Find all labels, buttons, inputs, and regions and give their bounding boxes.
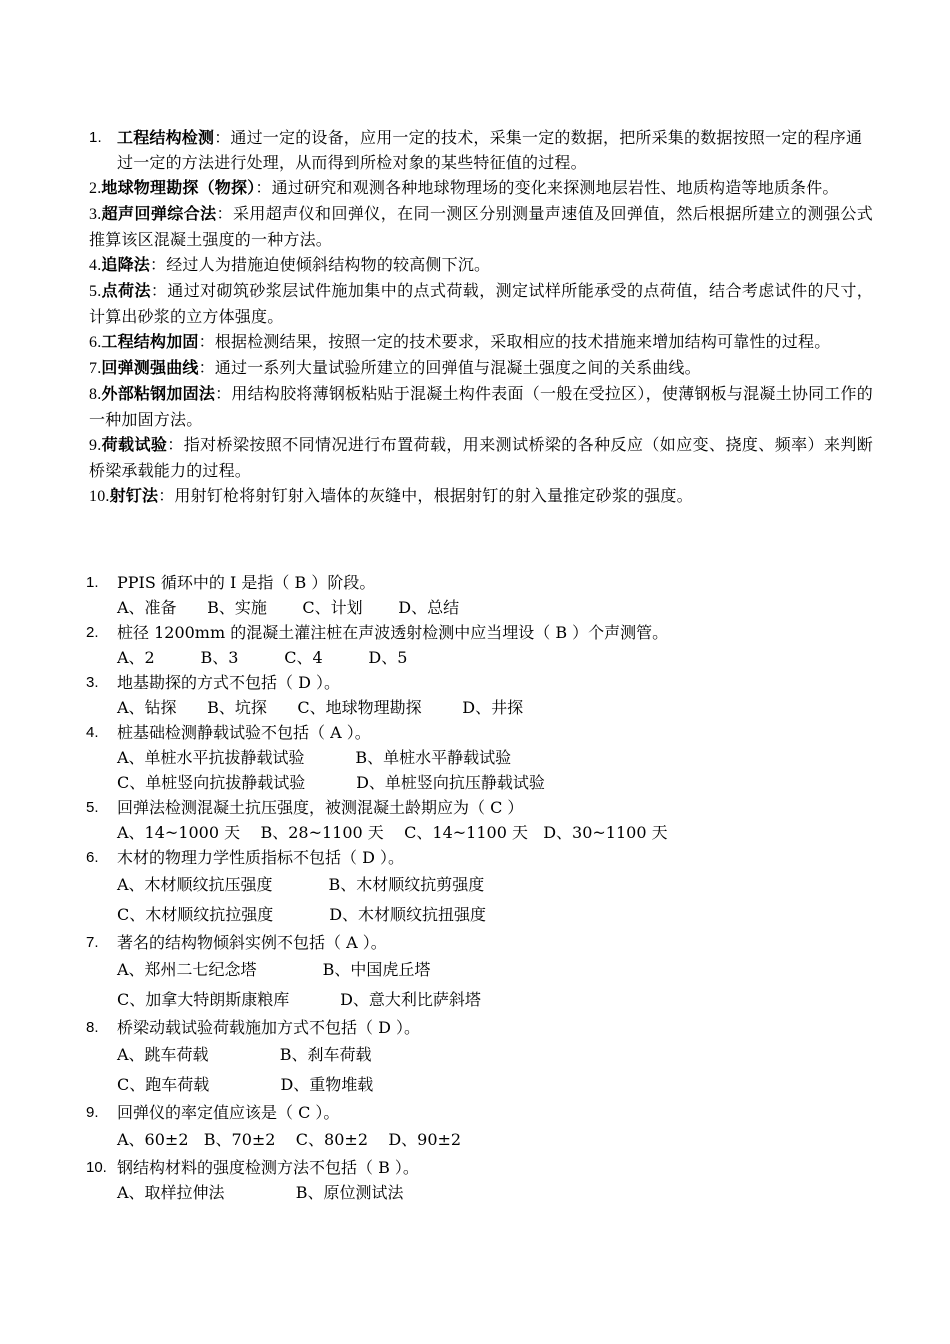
question-stem [0,670,950,695]
question-options: A、准备 B、实施 C、计划 D、总结 [117,598,460,617]
question-options: C、跑车荷载 D、重物堆载 [117,1075,374,1094]
definition-number: 6. [89,334,102,351]
question-text: 回弹法检测混凝土抗压强度，被测混凝土龄期应为（ C ） [117,798,524,817]
definition-number: 4. [89,257,102,274]
definition-separator: ： [167,435,184,454]
definition-item [0,201,873,252]
definition-separator: ： [215,384,232,403]
question-stem [0,795,950,820]
definition-text: 通过对砌筑砂浆层试件施加集中的点式荷载，测定试样所能承受的点荷值，结合考虑试件的尺寸，计算出砂浆的立方体强度。 [89,281,873,326]
definition-text: 指对桥梁按照不同情况进行布置荷载，用来测试桥梁的各种反应（如应变、挠度、频率）来判断桥梁承载能力的过程。 [89,435,873,480]
question-options: A、木材顺纹抗压强度 B、木材顺纹抗剪强度 [117,875,485,894]
question-stem [0,570,950,595]
definition-text: 根据检测结果，按照一定的技术要求，采取相应的技术措施来增加结构可靠性的过程。 [214,332,831,351]
definition-term: 外部粘钢加固法 [101,384,216,403]
question-options: A、2 B、3 C、4 D、5 [117,648,408,667]
question-number: 7. [86,934,99,951]
question-number: 9. [86,1104,99,1121]
question-options: C、加拿大特朗斯康粮库 D、意大利比萨斜塔 [117,990,481,1009]
definition-term: 工程结构加固 [101,332,199,351]
definition-separator: ： [214,128,231,147]
definition-item [0,381,873,432]
question-number: 2. [86,624,99,641]
question-stem [0,845,950,870]
definition-term: 超声回弹综合法 [101,204,217,223]
definition-term: 地球物理勘探（物探） [101,178,256,197]
question-options: A、60±2 B、70±2 C、80±2 D、90±2 [117,1130,462,1149]
question-stem [0,1155,950,1180]
question-options: A、郑州二七纪念塔 B、中国虎丘塔 [117,960,431,979]
question-number: 4. [86,724,99,741]
question-options: A、14~1000 天 B、28~1100 天 C、14~1100 天 D、30~1100 天 [117,823,668,842]
question-text: 钢结构材料的强度检测方法不包括（ B ）。 [117,1158,419,1177]
questions-section [0,570,950,1205]
definition-separator: ： [150,255,167,274]
definition-item [0,483,873,509]
definition-term: 回弹测强曲线 [101,358,199,377]
definition-number: 1. [89,129,102,146]
question-number: 3. [86,674,99,691]
question-number: 8. [86,1019,99,1036]
definition-text: 采用超声仪和回弹仪，在同一测区分别测量声速值及回弹值，然后根据所建立的测强公式推算该区混凝土强度的一种方法。 [89,204,873,249]
question-text: 著名的结构物倾斜实例不包括（ A ）。 [117,933,387,952]
question-text: 桩基础检测静载试验不包括（ A ）。 [117,723,371,742]
question-text: 桥梁动载试验荷载施加方式不包括（ D ）。 [117,1018,421,1037]
question-stem [0,1100,950,1125]
question-stem [0,930,950,955]
definition-text: 用结构胶将薄钢板粘贴于混凝土构件表面（一般在受拉区），使薄钢板与混凝土协同工作的一种加固方法。 [89,384,873,429]
definition-item [0,355,873,381]
definition-text: 通过研究和观测各种地球物理场的变化来探测地层岩性、地质构造等地质条件。 [271,178,839,197]
question-options: C、单桩竖向抗拔静载试验 D、单桩竖向抗压静载试验 [117,773,545,792]
definition-text: 通过一系列大量试验所建立的回弹值与混凝土强度之间的关系曲线。 [214,358,701,377]
definition-item [0,432,873,483]
question-options: A、钻探 B、坑探 C、地球物理勘探 D、井探 [117,698,524,717]
definition-number: 10. [89,488,110,505]
definition-separator: ： [198,332,215,351]
definition-separator: ： [216,204,233,223]
question-number: 1. [86,574,99,591]
definitions-section [0,125,950,509]
definition-item [0,125,873,175]
definition-separator: ： [150,281,168,300]
question-options: A、跳车荷载 B、刹车荷载 [117,1045,372,1064]
definition-item [0,278,873,329]
definition-term: 点荷法 [101,281,151,300]
definition-item [0,329,873,355]
definition-separator: ： [198,358,215,377]
definition-text: 用射钉枪将射钉射入墙体的灰缝中，根据射钉的射入量推定砂浆的强度。 [174,486,693,505]
definition-separator: ： [255,178,272,197]
question-text: 木材的物理力学性质指标不包括（ D ）。 [117,848,405,867]
question-text: PPIS 循环中的 I 是指（ B ）阶段。 [117,573,376,592]
question-number: 6. [86,849,99,866]
question-number: 10. [86,1159,107,1176]
definition-text: 经过人为措施迫使倾斜结构物的较高侧下沉。 [166,255,491,274]
question-options: C、木材顺纹抗拉强度 D、木材顺纹抗扭强度 [117,905,487,924]
question-stem [0,620,950,645]
definition-term: 追降法 [101,255,151,274]
definition-term: 工程结构检测 [117,128,215,147]
question-options: A、取样拉伸法 B、原位测试法 [117,1183,404,1202]
question-text: 地基勘探的方式不包括（ D ）。 [117,673,341,692]
definition-item [0,175,873,201]
question-number: 5. [86,799,99,816]
definition-text: 通过一定的设备，应用一定的技术，采集一定的数据，把所采集的数据按照一定的程序通过一定的方法进行处理，从而得到所检对象的某些特征值的过程。 [117,128,863,172]
definition-number: 9. [89,437,102,454]
definition-number: 5. [89,283,102,300]
definition-term: 射钉法 [109,486,159,505]
definition-number: 2. [89,180,102,197]
definition-separator: ： [158,486,175,505]
definition-term: 荷载试验 [101,435,168,454]
question-stem [0,1015,950,1040]
definition-number: 8. [89,386,102,403]
question-options: A、单桩水平抗拔静载试验 B、单桩水平静载试验 [117,748,512,767]
question-text: 回弹仪的率定值应该是（ C ）。 [117,1103,340,1122]
question-stem [0,720,950,745]
question-text: 桩径 1200mm 的混凝土灌注桩在声波透射检测中应当埋设（ B ）个声测管。 [117,623,669,642]
definition-number: 3. [89,206,102,223]
definition-item [0,252,873,278]
definition-number: 7. [89,360,102,377]
